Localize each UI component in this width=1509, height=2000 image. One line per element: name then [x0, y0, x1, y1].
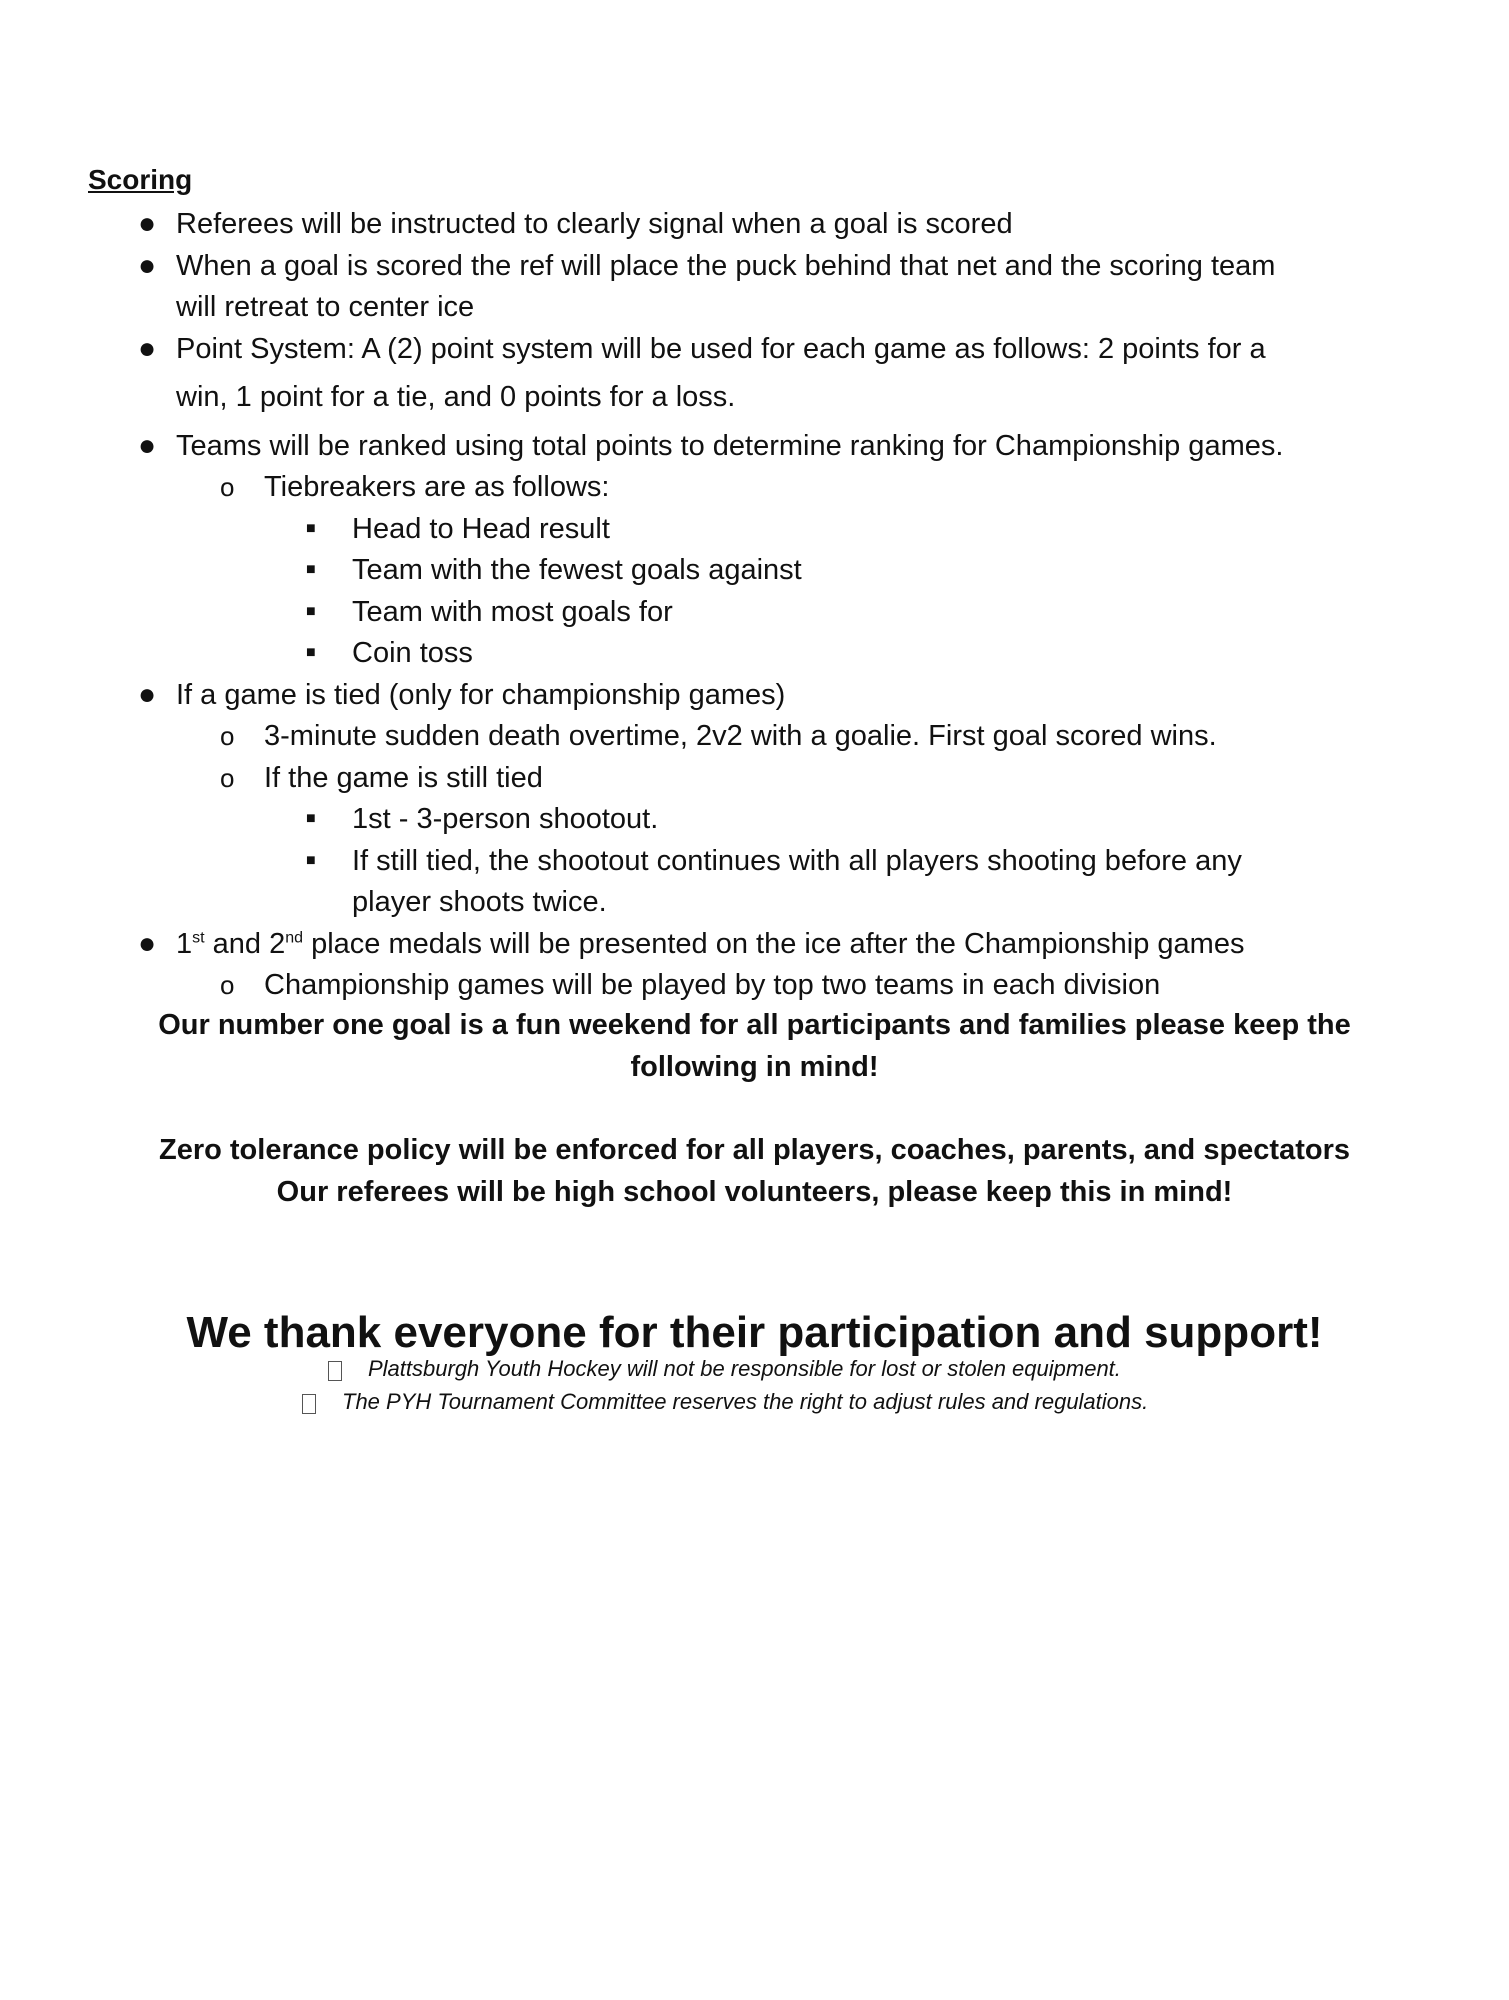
tiebreaker-item: Head to Head result	[352, 513, 610, 545]
medals-text-1: 1	[176, 928, 193, 960]
bullet-icon: ●	[138, 927, 157, 960]
list-item: Referees will be instructed to clearly signal when a goal is scored	[176, 208, 1013, 240]
sub-list-item: 3-minute sudden death overtime, 2v2 with a goalie. First goal scored wins.	[264, 720, 1217, 752]
emphasis-line: Our number one goal is a fun weekend for all participants and families please keep the	[158, 1009, 1351, 1041]
bullet-icon: ●	[138, 332, 157, 365]
sub-bullet-icon: o	[220, 721, 235, 751]
emphasis-line: following in mind!	[630, 1051, 879, 1083]
bullet-icon: ●	[138, 249, 157, 282]
medals-superscript-2: nd	[285, 929, 304, 947]
tiebreaker-item: Team with most goals for	[352, 596, 673, 628]
thanks-heading: We thank everyone for their participation and support!	[186, 1308, 1323, 1357]
shootout-item-continued: player shoots twice.	[352, 886, 607, 918]
tiebreaker-item: Team with the fewest goals against	[352, 554, 802, 586]
square-bullet-icon: ■	[306, 603, 316, 620]
disclaimer-note: Plattsburgh Youth Hockey will not be responsible for lost or stolen equipment.	[368, 1356, 1121, 1381]
sub-list-item: If the game is still tied	[264, 762, 543, 794]
square-bullet-icon: ■	[306, 852, 316, 869]
list-item: When a goal is scored the ref will place the puck behind that net and the scoring team	[176, 250, 1276, 282]
medals-superscript-1: st	[192, 929, 205, 947]
medals-text-3: place medals will be presented on the ice after the Championship games	[303, 928, 1245, 960]
list-item: Teams will be ranked using total points to determine ranking for Championship games.	[176, 430, 1284, 462]
sub-list-item: Championship games will be played by top two teams in each division	[264, 969, 1161, 1001]
section-heading: Scoring	[88, 164, 193, 195]
list-item-continued: win, 1 point for a tie, and 0 points for a loss.	[176, 381, 736, 413]
list-item-continued: will retreat to center ice	[176, 291, 475, 323]
square-bullet-icon: ■	[306, 810, 316, 827]
sub-list-item: Tiebreakers are as follows:	[264, 471, 610, 503]
sub-bullet-icon: o	[220, 970, 235, 1000]
list-item: If a game is tied (only for championship games)	[176, 679, 786, 711]
sub-bullet-icon: o	[220, 472, 235, 502]
missing-glyph-icon	[302, 1394, 316, 1414]
medals-text-2: and 2	[204, 928, 286, 960]
disclaimer-note: The PYH Tournament Committee reserves the right to adjust rules and regulations.	[342, 1389, 1149, 1414]
shootout-item: If still tied, the shootout continues with all players shooting before any	[352, 845, 1242, 877]
list-item: Point System: A (2) point system will be used for each game as follows: 2 points for a	[176, 333, 1266, 365]
bullet-icon: ●	[138, 678, 157, 711]
missing-glyph-icon	[328, 1361, 342, 1381]
square-bullet-icon: ■	[306, 561, 316, 578]
sub-bullet-icon: o	[220, 763, 235, 793]
emphasis-line: Zero tolerance policy will be enforced for all players, coaches, parents, and spectators	[158, 1134, 1350, 1166]
square-bullet-icon: ■	[306, 644, 316, 661]
shootout-item: 1st - 3-person shootout.	[352, 803, 659, 835]
bullet-icon: ●	[138, 429, 157, 462]
tiebreaker-item: Coin toss	[352, 637, 473, 669]
medals-item	[176, 927, 1244, 961]
bullet-icon: ●	[138, 207, 157, 240]
emphasis-line: Our referees will be high school volunteers, please keep this in mind!	[276, 1176, 1233, 1208]
square-bullet-icon: ■	[306, 520, 316, 537]
